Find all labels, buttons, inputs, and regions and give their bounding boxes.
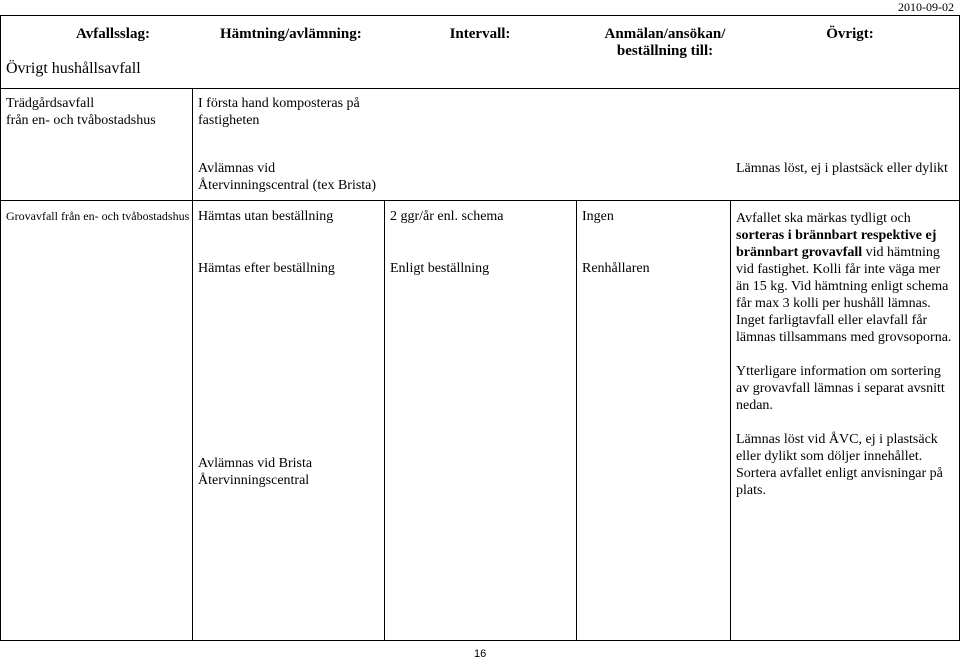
col-header-order [590,26,740,60]
bulky-other-line-12: Lämnas löst vid ÅVC, ej i plastsäck [736,432,938,447]
bulky-other-line-5: än 15 kg. Vid hämtning enligt schema [736,279,949,294]
bulky-other-line-8: lämnas tillsammans med grovsoporna. [736,330,952,345]
row-divider [0,200,960,201]
garden-pickup2-line2: Återvinningscentral (tex Brista) [198,178,377,193]
bulky-pickup-c-line1: Avlämnas vid Brista [198,456,313,471]
bulky-other-line-3: vid hämtning [865,245,940,260]
page-number: 16 [474,648,487,660]
bulky-other-line-9: Ytterligare information om sortering [736,364,941,379]
bulky-other-line-2: brännbart grovavfall [736,245,863,260]
garden-pickup-2 [198,160,376,194]
bulky-other [736,210,958,499]
bulky-pickup-b: Hämtas efter beställning [198,261,335,276]
bulky-other-line-15: plats. [736,483,766,498]
bulky-pickup-c [198,455,312,489]
col-divider-2 [384,200,385,640]
bulky-pickup-a: Hämtas utan beställning [198,209,334,224]
table-bottom-rule [0,640,960,641]
bulky-other-line-4: vid fastighet. Kolli får inte väga mer [736,262,941,277]
bulky-pickup-c-line2: Återvinningscentral [198,473,310,488]
garden-type-line2: från en- och tvåbostadshus [6,113,156,128]
bulky-other-line-1: sorteras i brännbart respektive ej [736,228,937,243]
col-header-waste-type: Avfallsslag: [76,26,150,42]
bulky-other-line-13: eller dylikt som döljer innehållet. [736,449,923,464]
header-rule [0,15,960,16]
col-header-order-line1: Anmälan/ansökan/ [604,26,726,42]
row-rule [0,88,960,89]
garden-pickup-line2: fastigheten [198,113,260,128]
col-header-order-line2: beställning till: [616,43,714,59]
col-header-other: Övrigt: [826,26,874,42]
section-title: Övrigt hushållsavfall [6,60,141,77]
col-divider-1 [192,88,193,640]
col-header-interval: Intervall: [449,26,511,42]
bulky-other-line-11: nedan. [736,398,773,413]
garden-type [6,95,156,129]
col-divider-4 [730,200,731,640]
bulky-other-line-6: får max 3 kolli per hushåll lämnas. [736,296,931,311]
garden-pickup [198,95,360,129]
bulky-other-line-14: Sortera avfallet enligt anvisningar på [736,466,943,481]
bulky-order-a: Ingen [582,209,614,224]
table-border-left [0,15,1,640]
garden-type-line1: Trädgårdsavfall [6,96,95,111]
bulky-other-line-10: av grovavfall lämnas i separat avsnitt [736,381,945,396]
bulky-other-line-7: Inget farligtavfall eller elavfall får [736,313,928,328]
bulky-interval-b: Enligt beställning [390,261,490,276]
document-date: 2010-09-02 [898,0,954,14]
bulky-order-b: Renhållaren [582,261,650,276]
bulky-interval-a: 2 ggr/år enl. schema [390,209,504,224]
bulky-type: Grovavfall från en- och tvåbostadshus [6,209,190,223]
garden-other: Lämnas löst, ej i plastsäck eller dylikt [736,161,948,176]
col-header-pickup: Hämtning/avlämning: [220,26,362,42]
col-divider-3 [576,200,577,640]
bulky-other-line-0: Avfallet ska märkas tydligt och [736,211,911,226]
garden-pickup-line1: I första hand komposteras på [198,96,360,111]
garden-pickup2-line1: Avlämnas vid [198,161,276,176]
